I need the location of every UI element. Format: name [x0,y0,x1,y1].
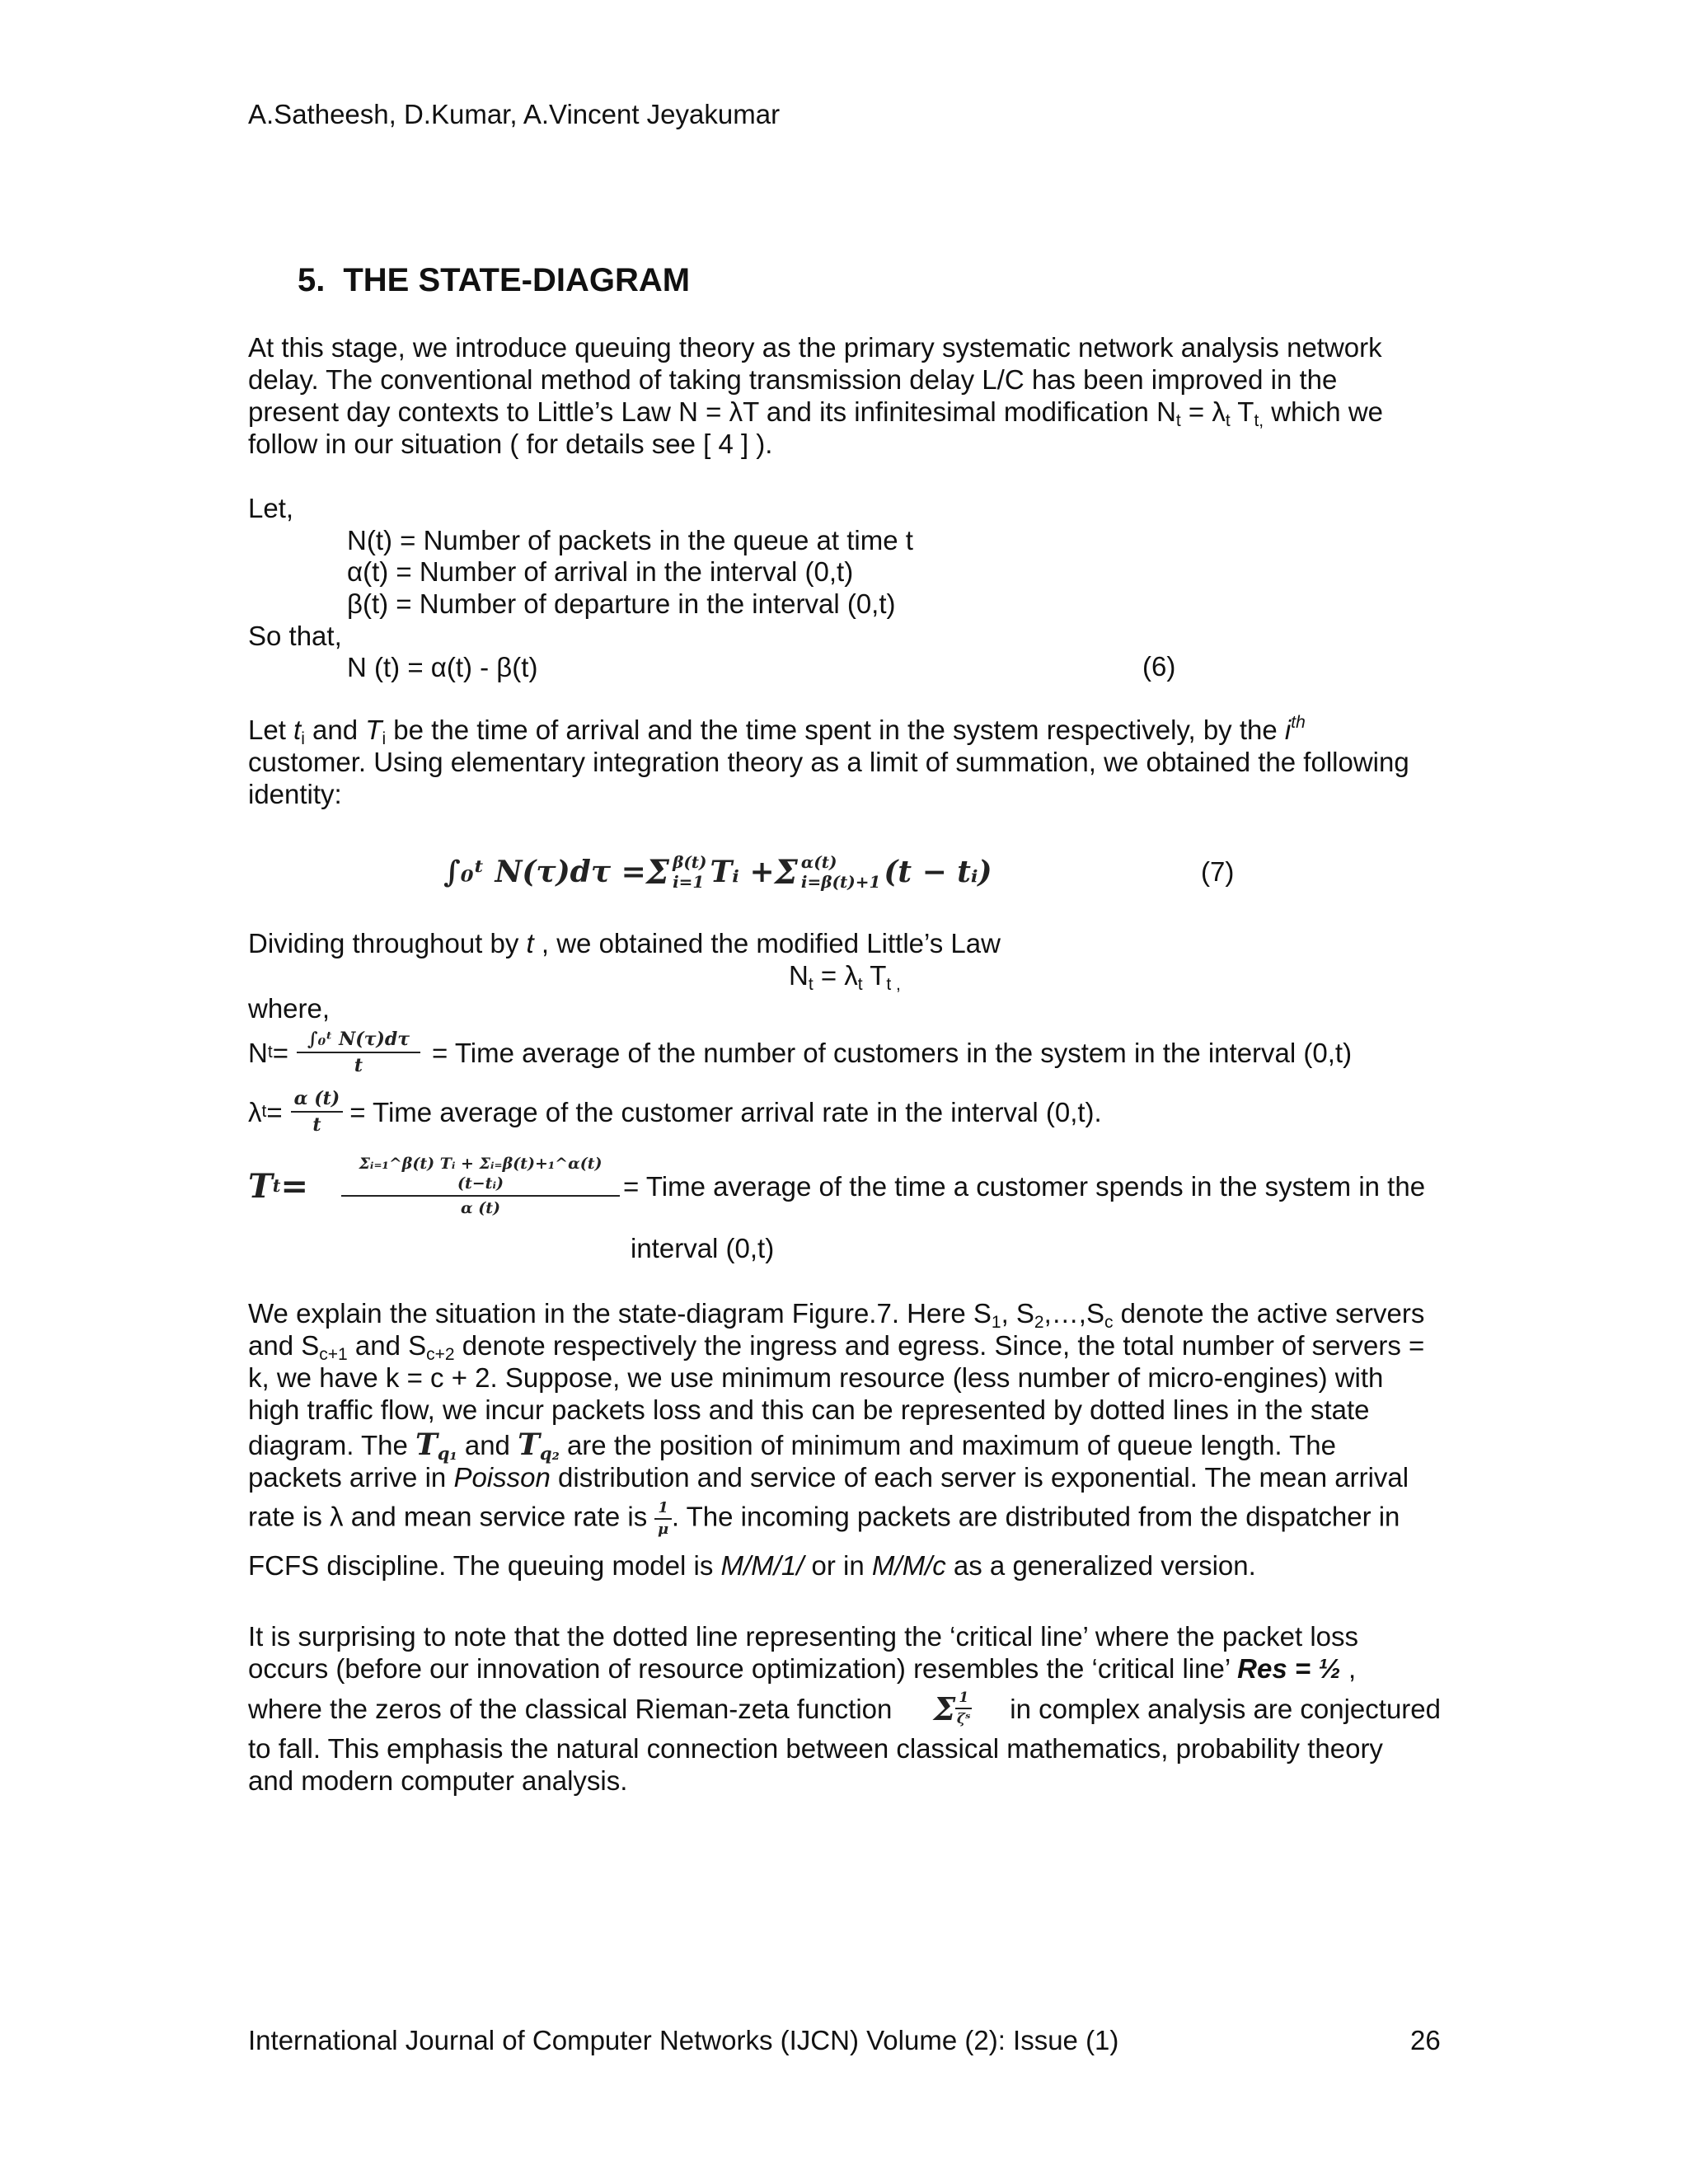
tt-definition: T t = $\frac{\text{Σᵢ₌₁\textasciicircum{}β(t) Tᵢ + Σᵢ₌β(t)+₁\textasciicircum{}α(t) (t−tᵢ)}}{\alpha (t)}$ = Time average of the time a customer spends in the system in the [248,1155,1426,1217]
sd-line-6: packets arrive in Poisson distribution and service of each server is exponential. The mean arrival [248,1462,1409,1493]
cl-line-4: to fall. This emphasis the natural connection between classical mathematics, probability theory [248,1733,1383,1764]
let-label: Let, [248,493,294,523]
equation-6-number: (6) [1142,651,1176,682]
intro-line-3: present day contexts to Little’s Law N = λT and its infinitesimal modification $N_t = \lambda_t$ $T_{t,}$ which we [248,396,1383,430]
sd-line-3: k, we have k = c + 2. Suppose, we use minimum resource (less number of micro-engines) with [248,1362,1384,1393]
so-that-label: So that, [248,621,342,651]
sd-line-1: We explain the situation in the state-diagram Figure.7. Here $S_1$, $S_2,\dots,S_c$ denote the active servers [248,1298,1425,1332]
intro-line-2: delay. The conventional method of taking transmission delay L/C has been improved in the [248,364,1338,395]
page-number: 26 [1410,2025,1441,2055]
sd-line-7: rate is λ and mean service rate is $\frac{1}{\mu}$ . The incoming packets are distributed from the dispatcher in [248,1499,1400,1538]
def-n: N(t) = Number of packets in the queue at time t [347,525,913,555]
cl-line-3: where the zeros of the classical Rieman-zeta function Σ $\frac{1}{\text{ζˢ}}$ in complex analysis are conjectured [248,1690,1441,1727]
tt-fraction: $\frac{\text{Σᵢ₌₁\textasciicircum{}β(t) Tᵢ + Σᵢ₌β(t)+₁\textasciicircum{}α(t) (t−tᵢ)}}{\alpha (t)}$ [341,1154,620,1218]
sd-line-4: high traffic flow, we incur packets loss and this can be represented by dotted lines in the state [248,1394,1370,1425]
lambda-t-definition: λ t = $\frac{\alpha (t)}{t}$ = Time average of the customer arrival rate in the interval (0,t). [248,1088,1102,1136]
sd-line-8: FCFS discipline. The queuing model is M/M/1/ or in M/M/c as a generalized version. [248,1550,1256,1581]
sd-line-5: diagram. The $T_{q_1}$ and $T_{q_2}$ are the position of minimum and maximum of queue length. The [248,1427,1337,1464]
tt-description-cont: interval (0,t) [631,1233,775,1263]
paragraph-state-diagram [248,1297,1441,1582]
paragraph-critical-line [248,1620,1441,1797]
cl-line-1: It is surprising to note that the dotted line representing the ‘critical line’ where the packet loss [248,1621,1359,1652]
def-alpha: α(t) = Number of arrival in the interval (0,t) [347,556,854,587]
arrival-line-3: identity: [248,779,342,809]
equation-7: ∫₀ᵗ N(τ)dτ = Σ β(t) i=1 Tᵢ + Σ α(t) i=β(t)+1 (t − tᵢ) [443,852,992,892]
section-number: 5. [298,262,326,298]
zeta-sum: Σ $\frac{1}{\text{ζˢ}}$ [933,1690,971,1727]
equation-7-number: (7) [1201,856,1235,887]
cl-line-2: occurs (before our innovation of resource optimization) resembles the ‘critical line’ Res = ½ , [248,1653,1357,1684]
arrival-line-1: Let $t_i$ and $T_i$ be the time of arrival and the time spent in the system respectively, by the $i^{th}$ [248,713,1306,748]
def-beta: β(t) = Number of departure in the interval (0,t) [347,588,896,619]
dividing-line: Dividing throughout by t , we obtained the modified Little’s Law [248,928,1001,958]
equation-6: N (t) = α(t) - β(t) [347,652,538,682]
section-heading [298,262,690,299]
paragraph-intro [248,331,1441,460]
where-label: where, [248,993,331,1024]
mu-fraction: $\frac{1}{\mu}$ [654,1500,672,1538]
section-title: THE STATE-DIAGRAM [343,262,691,298]
journal-footer: International Journal of Computer Networks (IJCN) Volume (2): Issue (1) [248,2025,1119,2055]
running-header: A.Satheesh, D.Kumar, A.Vincent Jeyakumar [248,99,781,129]
arrival-line-2: customer. Using elementary integration theory as a limit of summation, we obtained the following [248,747,1409,777]
lambda-t-fraction: $\frac{\alpha (t)}{t}$ [291,1088,344,1136]
cl-line-5: and modern computer analysis. [248,1765,628,1796]
nt-fraction: $\frac{\text{∫₀ᵗ N(τ)dτ}}{t}$ [297,1029,420,1076]
intro-line-1: At this stage, we introduce queuing theory as the primary systematic network analysis network [248,332,1382,363]
nt-definition: N t = $\frac{\text{∫₀ᵗ N(τ)dτ}}{t}$ = Time average of the number of customers in the system in the interval (0,t) [248,1029,1353,1076]
modified-littles-law: $N_t = \lambda_t$ $T_{t ,}$ [789,960,901,994]
intro-line-4: follow in our situation ( for details see [ 4 ] ). [248,429,773,459]
sd-line-2: and $S_{c+1}$ and $S_{c+2}$ denote respectively the ingress and egress. Since, the total number of servers = [248,1330,1425,1364]
paragraph-arrival [248,714,1441,810]
